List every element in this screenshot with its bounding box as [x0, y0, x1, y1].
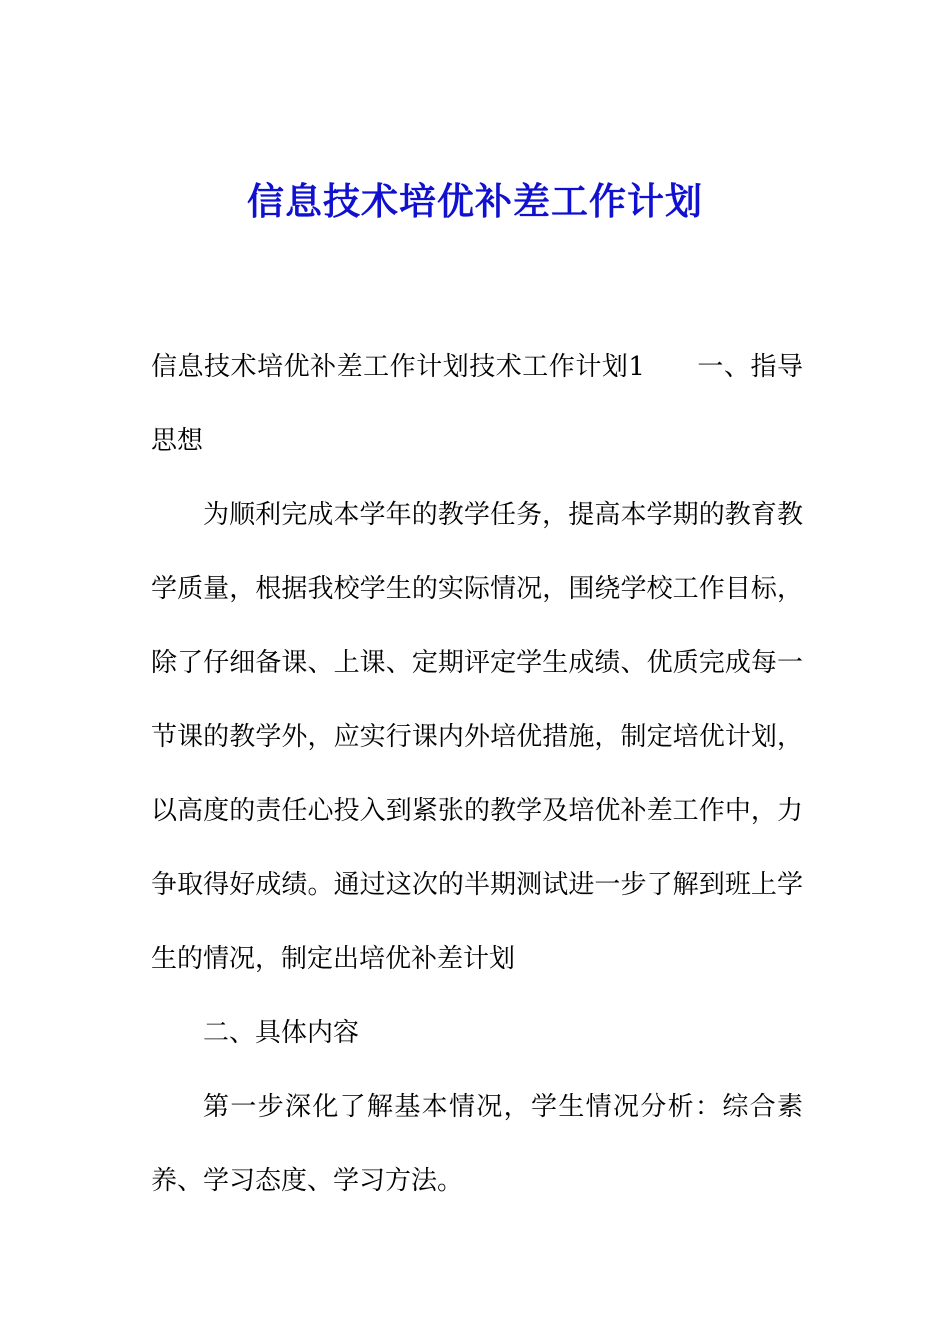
paragraph-step-one: 第一步深化了解基本情况，学生情况分析：综合素养、学习态度、学习方法。 [151, 1092, 803, 1196]
section-heading-guiding-thought: 一、指导思想 [151, 352, 803, 456]
paragraph-body: 为顺利完成本学年的教学任务，提高本学期的教育教学质量，根据我校学生的实际情况，围绕学校工作目标，除了仔细备课、上课、定期评定学生成绩、优质完成每一节课的教学外，应实行课内外培优措施，制定培优计划，以高度的责任心投入到紧张的教学及培优补差工作中，力争取得好成绩。通过这次的半期测试进一步了解到班上学生的情况，制定出培优补差计划 [151, 500, 803, 974]
section-heading-content: 二、具体内容 [203, 1018, 360, 1048]
document-body [151, 330, 803, 1218]
paragraph-intro [151, 330, 803, 478]
document-title: 信息技术培优补差工作计划 [247, 179, 703, 223]
intro-lead-text: 信息技术培优补差工作计划技术工作计划1 [151, 352, 645, 382]
